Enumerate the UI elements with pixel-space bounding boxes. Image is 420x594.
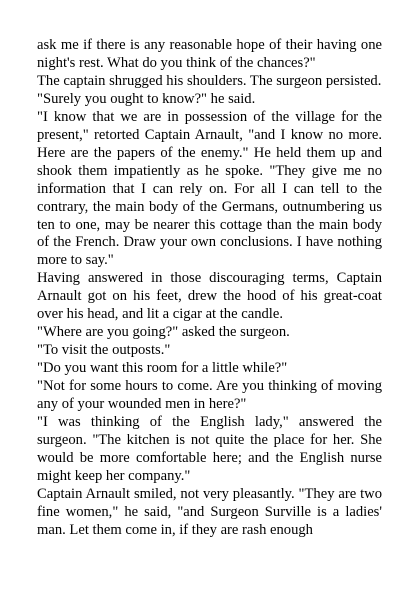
paragraph: ask me if there is any reasonable hope of their having one night's rest. What do you think of the chances?" bbox=[37, 37, 382, 71]
paragraph: "I was thinking of the English lady," answered the surgeon. "The kitchen is not quite the place for her. She would be more comfortable here; and the English nurse might keep her company." bbox=[37, 414, 382, 484]
paragraph: "To visit the outposts." bbox=[37, 342, 171, 359]
paragraph: Having answered in those discouraging terms, Captain Arnault got on his feet, drew the hood of his great-coat over his head, and lit a cigar at the candle. bbox=[37, 270, 382, 323]
paragraph: "Where are you going?" asked the surgeon. bbox=[37, 324, 290, 341]
paragraph: The captain shrugged his shoulders. The surgeon persisted. bbox=[37, 72, 382, 89]
paragraph: "I know that we are in possession of the village for the present," retorted Captain Arnault, "and I know no more. Here are the papers of the enemy." He held them up and shook them impatiently as he spoke. "They give me no information that I can rely on. For all I can tell to the contrary, the main body of the Germans, outnumbering us ten to one, may be nearer this cottage than the main body of the French. Draw your own conclusions. I have nothing more to say." bbox=[37, 108, 382, 269]
paragraph: "Do you want this room for a little while?" bbox=[37, 360, 288, 377]
paragraph: "Not for some hours to come. Are you thinking of moving any of your wounded men in here?" bbox=[37, 378, 382, 413]
page-body bbox=[37, 37, 382, 540]
paragraph: "Surely you ought to know?" he said. bbox=[37, 90, 256, 107]
paragraph: Captain Arnault smiled, not very pleasantly. "They are two fine women," he said, "and Surgeon Surville is a ladies' man. Let them come in, if they are rash enough bbox=[37, 485, 382, 538]
